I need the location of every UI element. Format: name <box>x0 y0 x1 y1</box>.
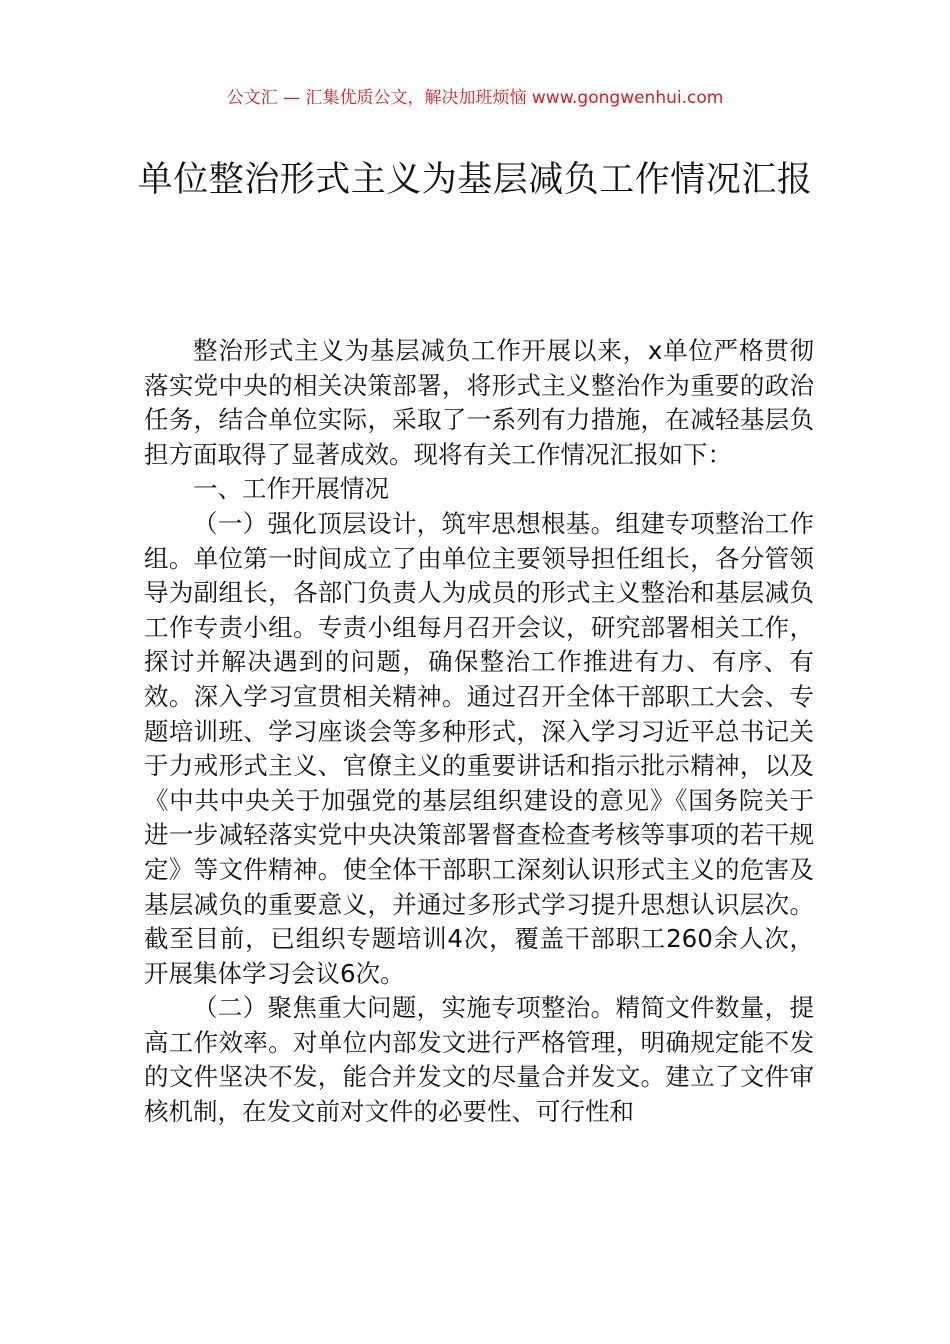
body-paragraph: （二）聚焦重大问题，实施专项整治。精简文件数量，提高工作效率。对单位内部发文进行严格管理，明确规定能不发的文件坚决不发，能合并发文的尽量合并发文。建立了文件审核机制，在发文前对文件的必要性、可行性和 <box>144 993 814 1127</box>
header-banner: 公文汇 — 汇集优质公文，解决加班烦恼 www.gongwenhui.com <box>226 88 724 108</box>
section-heading: 一、工作开展情况 <box>193 474 389 504</box>
intro-paragraph: 整治形式主义为基层减负工作开展以来，x单位严格贯彻落实党中央的相关决策部署，将形式主义整治作为重要的政治任务，结合单位实际，采取了一系列有力措施，在减轻基层负担方面取得了显著成效。现将有关工作情况汇报如下： <box>144 336 814 469</box>
document-title: 单位整治形式主义为基层减负工作情况汇报 <box>137 160 813 200</box>
document-body <box>144 334 814 1130</box>
body-paragraph: （一）强化顶层设计，筑牢思想根基。组建专项整治工作组。单位第一时间成立了由单位主要领导担任组长，各分管领导为副组长，各部门负责人为成员的形式主义整治和基层减负工作专责小组。专责小组每月召开会议，研究部署相关工作，探讨并解决遇到的问题，确保整治工作推进有力、有序、有效。深入学习宣贯相关精神。通过召开全体干部职工大会、专题培训班、学习座谈会等多种形式，深入学习习近平总书记关于力戒形式主义、官僚主义的重要讲话和指示批示精神，以及《中共中央关于加强党的基层组织建设的意见》《国务院关于进一步减轻落实党中央决策部署督查检查考核等事项的若干规定》等文件精神。使全体干部职工深刻认识形式主义的危害及基层减负的重要意义，并通过多形式学习提升思想认识层次。截至目前，已组织专题培训4次，覆盖干部职工260余人次，开展集体学习会议6次。 <box>144 508 814 988</box>
